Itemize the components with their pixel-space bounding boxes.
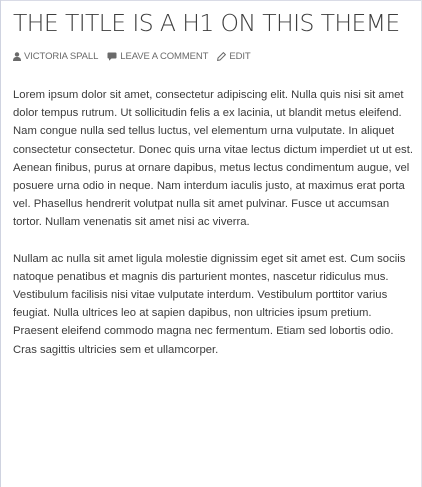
- paragraph: Nullam ac nulla sit amet ligula molestie dignissim eget sit amet est. Cum sociis natoque penatibus et magnis dis parturient montes, nascetur ridiculus mus. Vestibulum facilisis nisi vitae vulputate interdum. Vestibulum porttitor varius feugiat. Nulla ultrices leo at sapien dapibus, non ultricies ipsum pretium. Praesent eleifend commodo magna nec fermentum. Etiam sed lobortis odio. Cras sagittis ultricies sem et ullamcorper.: [13, 252, 406, 356]
- post-title: THE TITLE IS A H1 ON THIS THEME: [13, 9, 400, 37]
- post-content: [13, 86, 413, 359]
- paragraph: Lorem ipsum dolor sit amet, consectetur adipiscing elit. Nulla quis nisi sit amet dolor tempus rutrum. Ut sollicitudin felis a ex lacinia, ut blandit metus eleifend. Nam congue nulla sed tellus luctus, vel elementum urna vulputate. In aliquet consectetur consectetur. Donec quis urna vitae lectus dictum imperdiet ut ut est. Aenean finibus, purus at ornare dapibus, metus lectus condimentum augue, vel posuere urna odio in neque. Nam interdum iaculis justo, at maximus erat porta vel. Phasellus hendrerit volutpat nulla sit amet pulvinar. Fusce ut accumsan tortor. Nullam venenatis sit amet nisi ac viverra.: [13, 89, 413, 229]
- meta-comments: [107, 51, 208, 62]
- edit-link[interactable]: EDIT: [229, 51, 251, 62]
- frame-top-border: [0, 0, 422, 1]
- pencil-icon: [217, 52, 226, 61]
- meta-author: [13, 51, 98, 62]
- meta-edit: [217, 51, 250, 62]
- frame-left-border: [0, 0, 1, 487]
- post-article: [13, 10, 413, 377]
- post-meta: [13, 51, 413, 62]
- leave-comment-link[interactable]: LEAVE A COMMENT: [120, 51, 209, 62]
- user-icon: [13, 52, 21, 61]
- comment-icon: [107, 52, 117, 61]
- author-link[interactable]: VICTORIA SPALL: [24, 51, 99, 62]
